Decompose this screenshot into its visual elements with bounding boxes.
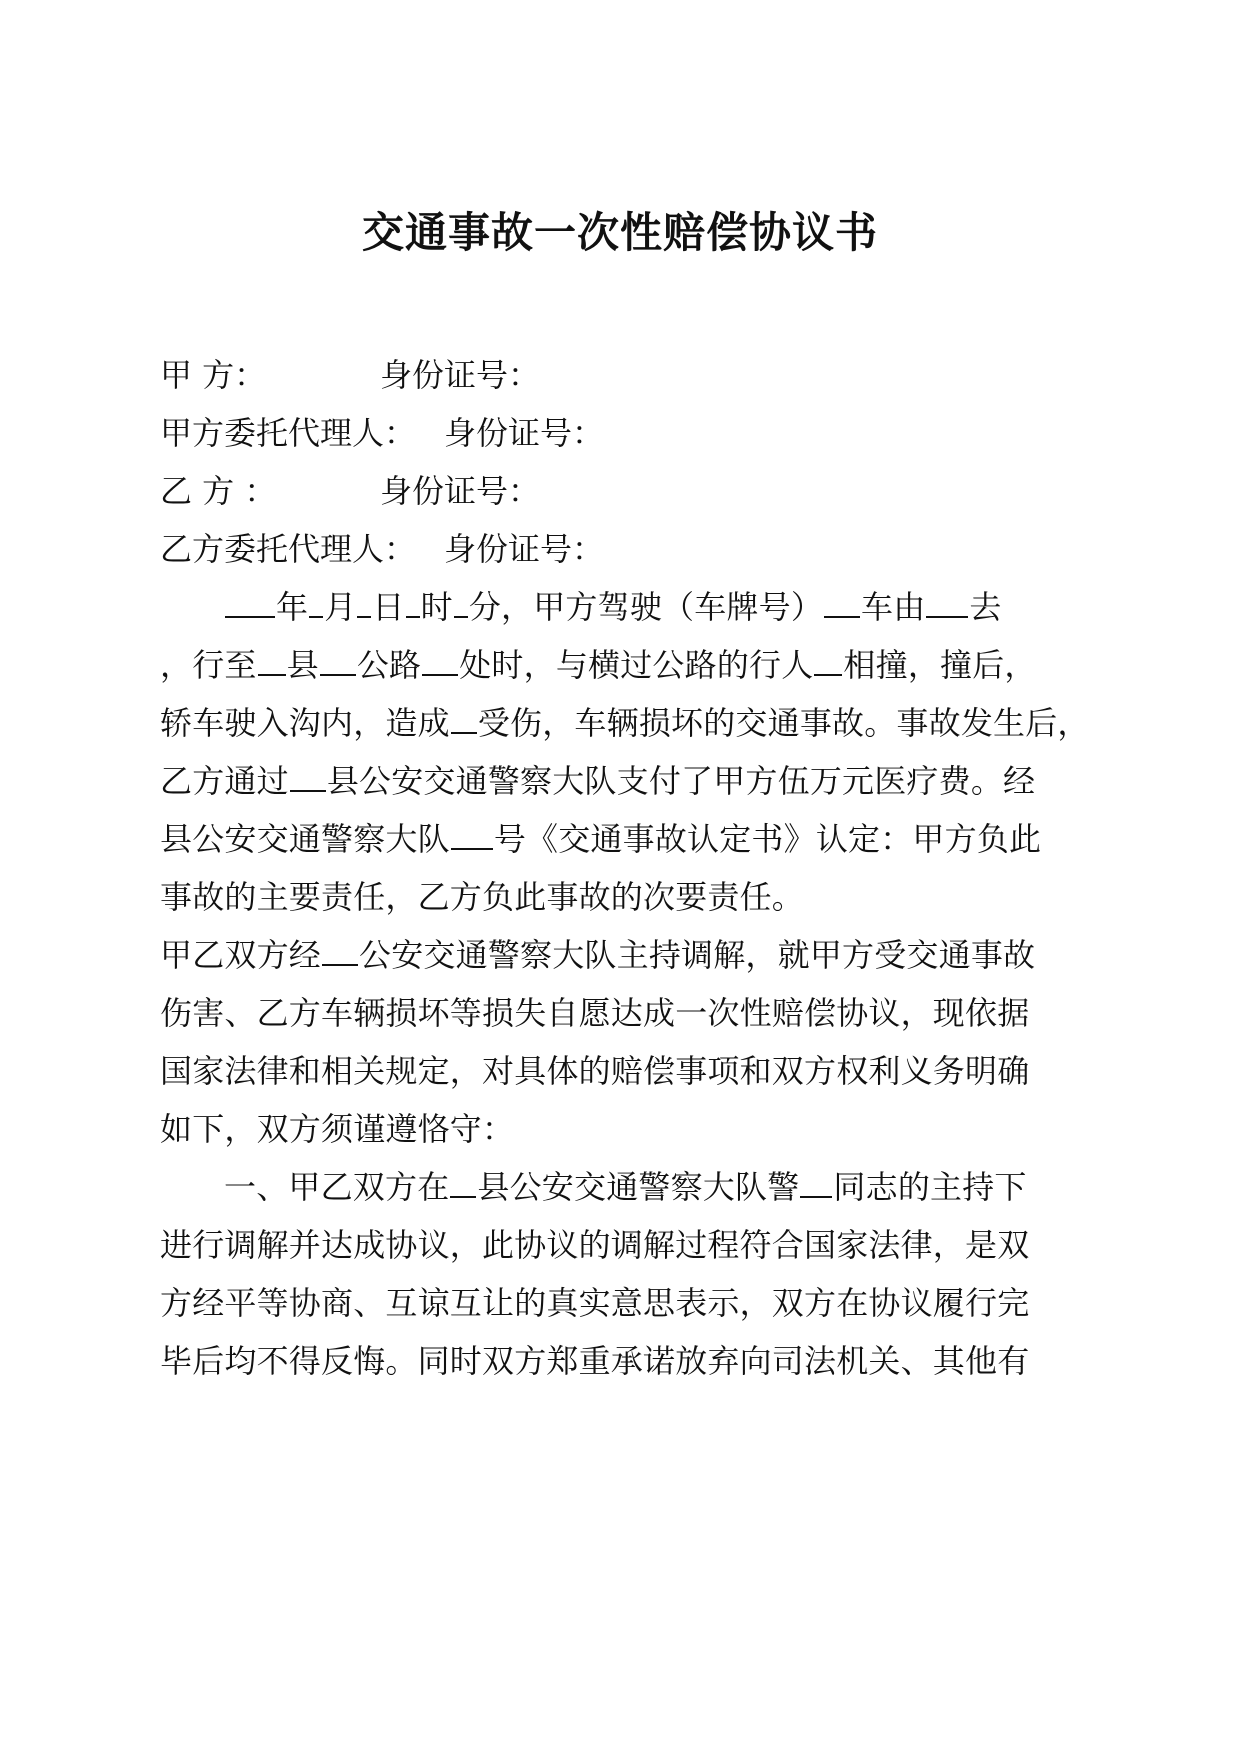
text-run: 处时，与横过公路的行人	[459, 646, 814, 684]
blank-field	[824, 586, 860, 618]
document-title: 交通事故一次性赔偿协议书	[361, 208, 878, 257]
text-run: 去	[969, 588, 1002, 626]
blank-field	[290, 760, 326, 792]
party-b-agent-row	[160, 526, 605, 572]
blank-field	[309, 586, 323, 618]
text-run: 月	[324, 588, 357, 626]
para2-line4: 如下，双方须谨遵恪守：	[160, 1110, 515, 1148]
party-b-row	[160, 468, 541, 514]
party-a-label: 甲 方：	[160, 356, 267, 394]
party-b-id-label: 身份证号：	[380, 472, 541, 510]
blank-field	[225, 586, 275, 618]
text-run: 受伤，车辆损坏的交通事故。事故发生后，	[477, 704, 1090, 742]
party-a-id-label: 身份证号：	[380, 356, 541, 394]
blank-field	[800, 1166, 832, 1198]
text-run: 年	[276, 588, 309, 626]
party-b-label: 乙 方 ：	[160, 472, 277, 510]
text-run: 公路	[356, 646, 422, 684]
party-b-agent-label: 乙方委托代理人：	[160, 530, 417, 568]
blank-field	[450, 1166, 476, 1198]
blank-field	[258, 644, 286, 676]
para2-line1	[160, 932, 1120, 978]
para3-line2: 进行调解并达成协议，此协议的调解过程符合国家法律，是双	[160, 1226, 1030, 1264]
text-run: ，行至	[160, 646, 257, 684]
blank-field	[320, 644, 356, 676]
blank-field	[357, 586, 371, 618]
text-run: 甲乙双方经	[160, 936, 322, 974]
text-run: 车由	[861, 588, 926, 626]
blank-field	[451, 702, 477, 734]
para3-line3: 方经平等协商、互谅互让的真实意思表示，双方在协议履行完	[160, 1284, 1030, 1322]
blank-field	[926, 586, 968, 618]
party-a-agent-id-label: 身份证号：	[444, 414, 605, 452]
para2-line2: 伤害、乙方车辆损坏等损失自愿达成一次性赔偿协议，现依据	[160, 994, 1030, 1032]
para1-line5	[160, 816, 1120, 862]
text-run: 同志的主持下	[833, 1168, 1027, 1206]
text-run: 相撞，撞后，	[843, 646, 1037, 684]
text-run: 乙方通过	[160, 762, 289, 800]
para1-line4	[160, 758, 1120, 804]
text-run: 县公安交通警察大队	[160, 820, 450, 858]
text-run: 县	[286, 646, 319, 684]
party-a-row	[160, 352, 541, 398]
blank-field	[422, 644, 458, 676]
para2-line3: 国家法律和相关规定，对具体的赔偿事项和双方权利义务明确	[160, 1052, 1030, 1090]
text-run: 县公安交通警察大队警	[477, 1168, 800, 1206]
text-run: 时	[420, 588, 453, 626]
para1-line3	[160, 700, 1120, 746]
blank-field	[406, 586, 420, 618]
blank-field	[454, 586, 468, 618]
text-run: 一、甲乙双方在	[224, 1168, 450, 1206]
party-b-agent-id-label: 身份证号：	[444, 530, 605, 568]
para3-line4: 毕后均不得反悔。同时双方郑重承诺放弃向司法机关、其他有	[160, 1342, 1030, 1380]
para1-line6: 事故的主要责任，乙方负此事故的次要责任。	[160, 878, 805, 916]
text-run: 县公安交通警察大队支付了甲方伍万元医疗费。经	[326, 762, 1036, 800]
text-run: 轿车驶入沟内，造成	[160, 704, 450, 742]
blank-field	[814, 644, 842, 676]
text-run: 日	[372, 588, 405, 626]
party-a-agent-row	[160, 410, 605, 456]
para1-line1	[160, 584, 1184, 630]
party-a-agent-label: 甲方委托代理人：	[160, 414, 417, 452]
blank-field	[451, 818, 493, 850]
text-run: 分，甲方驾驶（车牌号）	[468, 588, 824, 626]
text-run: 号《交通事故认定书》认定：甲方负此	[493, 820, 1042, 858]
blank-field	[322, 934, 358, 966]
para1-line2	[160, 642, 1120, 688]
para3-line1	[160, 1164, 1184, 1210]
text-run: 公安交通警察大队主持调解，就甲方受交通事故	[359, 936, 1036, 974]
